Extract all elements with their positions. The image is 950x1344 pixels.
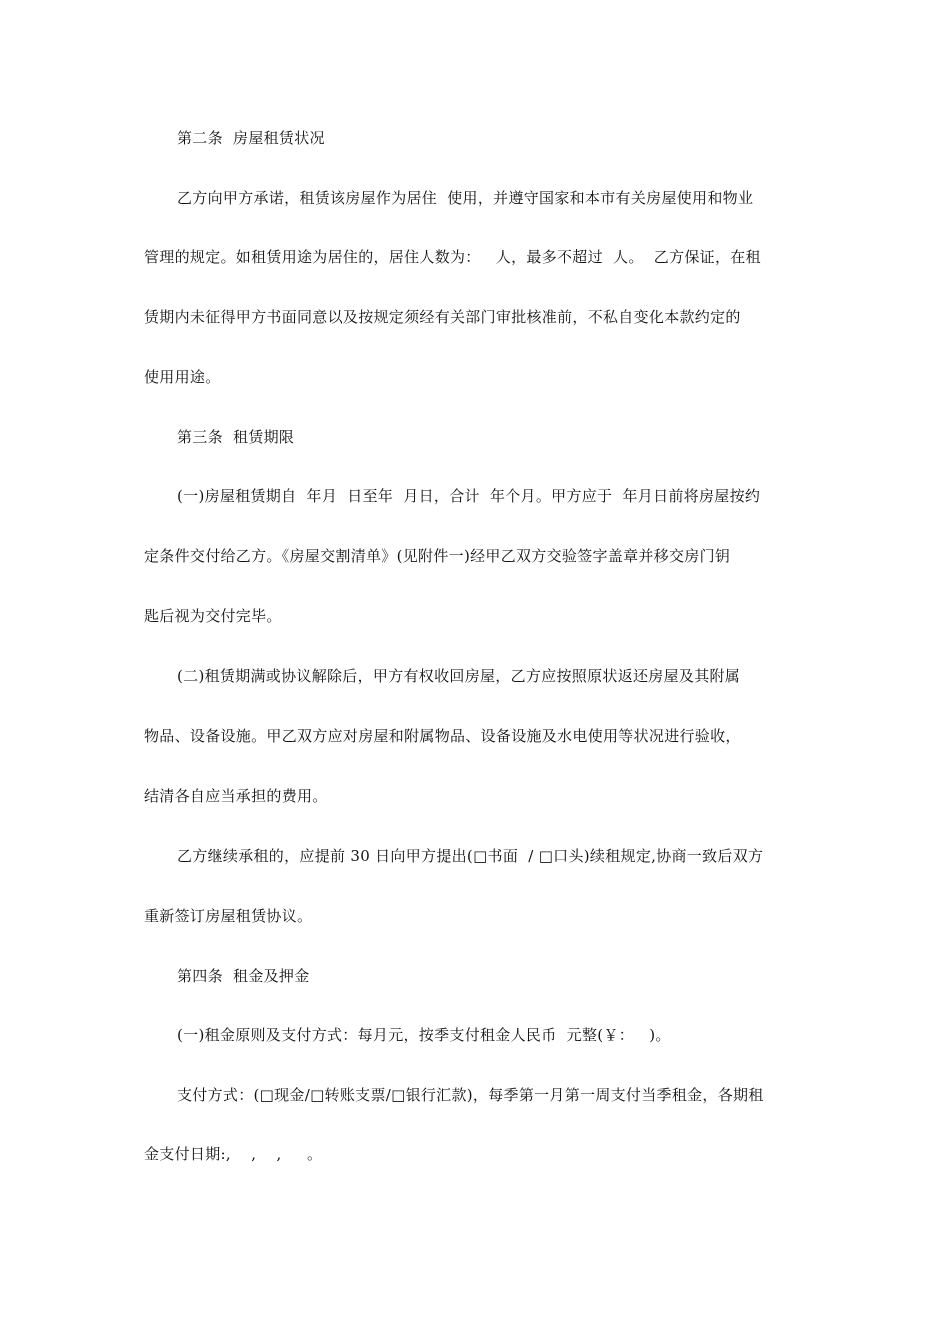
article-3-clause-2-line-2: 物品、设备设施。甲乙双方应对房屋和附属物品、设备设施及水电使用等状况进行验收， xyxy=(144,727,741,745)
article-4-heading: 第四条 租金及押金 xyxy=(177,967,310,985)
article-2-line-3: 赁期内未征得甲方书面同意以及按规定须经有关部门审批核准前，不私自变化本款约定的 xyxy=(144,308,741,326)
article-3-renewal-line-1: 乙方继续承租的，应提前 30 日向甲方提出(□书面 / □口头)续租规定,协商一致后双方 xyxy=(177,847,764,865)
article-3-heading: 第三条 租赁期限 xyxy=(177,428,295,446)
article-2-heading: 第二条 房屋租赁状况 xyxy=(177,129,325,147)
article-3-clause-1-line-1: (一)房屋租赁期自 年月 日至年 月日，合计 年个月。甲方应于 年月日前将房屋按约 xyxy=(177,487,761,505)
article-4-payment-line-1: 支付方式：(□现金/□转账支票/□银行汇款)，每季第一月第一周支付当季租金，各期租 xyxy=(177,1086,764,1104)
article-2-line-1: 乙方向甲方承诺，租赁该房屋作为居住 使用，并遵守国家和本市有关房屋使用和物业 xyxy=(177,189,754,207)
article-2-line-4: 使用用途。 xyxy=(144,368,221,386)
article-2-line-2: 管理的规定。如租赁用途为居住的，居住人数为： 人，最多不超过 人。 乙方保证，在租 xyxy=(144,248,761,266)
article-4-clause-1: (一)租金原则及支付方式：每月元，按季支付租金人民币 元整(￥： )。 xyxy=(177,1026,671,1044)
article-3-clause-1-line-3: 匙后视为交付完毕。 xyxy=(144,607,282,625)
article-3-clause-1-line-2: 定条件交付给乙方。《房屋交割清单》(见附件一)经甲乙双方交验签字盖章并移交房门钥 xyxy=(144,547,731,565)
article-3-renewal-line-2: 重新签订房屋租赁协议。 xyxy=(144,907,313,925)
article-3-clause-2-line-3: 结清各自应当承担的费用。 xyxy=(144,787,328,805)
article-3-clause-2-line-1: (二)租赁期满或协议解除后，甲方有权收回房屋，乙方应按照原状返还房屋及其附属 xyxy=(177,667,741,685)
article-4-payment-line-2: 金支付日期:, , , 。 xyxy=(144,1145,323,1163)
